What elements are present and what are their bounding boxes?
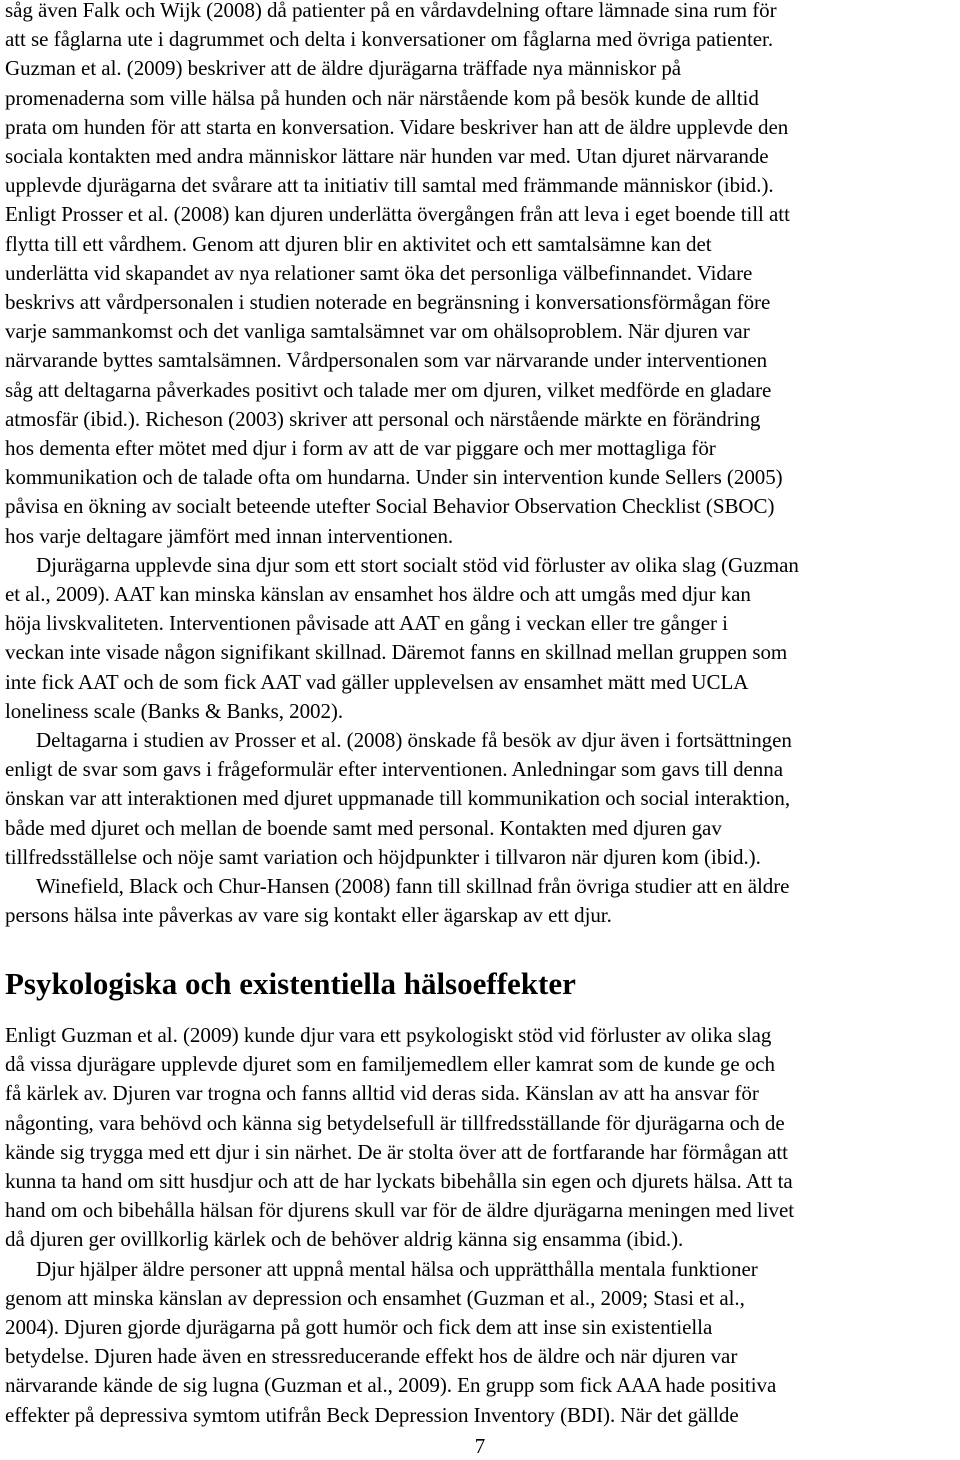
text-line: höja livskvaliteten. Interventionen påvisade att AAT en gång i veckan eller tre gånger i — [5, 611, 728, 636]
text-line: upplevde djurägarna det svårare att ta initiativ till samtal med främmande människor (ibid.). — [5, 173, 774, 198]
text-line: 2004). Djuren gjorde djurägarna på gott humör och fick dem att inse sin existentiella — [5, 1315, 713, 1340]
text-line: Enligt Guzman et al. (2009) kunde djur vara ett psykologiskt stöd vid förluster av olika slag — [5, 1023, 772, 1047]
text-line: Djurägarna upplevde sina djur som ett stort socialt stöd vid förluster av olika slag (Guzman — [36, 552, 799, 577]
text-line: tillfredsställelse och nöje samt variation och höjdpunkter i tillvaron när djuren kom (ibid.). — [5, 844, 761, 869]
text-line: inte fick AAT och de som fick AAT vad gäller upplevelsen av ensamhet mätt med UCLA — [5, 669, 749, 694]
text-line: då djuren ger ovillkorlig kärlek och de behöver aldrig känna sig ensamma (ibid.). — [5, 1227, 684, 1252]
page-number: 7 — [474, 1434, 486, 1458]
text-line: Guzman et al. (2009) beskriver att de äldre djurägarna träffade nya människor på — [5, 56, 682, 81]
text-line: närvarande kände de sig lugna (Guzman et al., 2009). En grupp som fick AAA hade positiva — [5, 1373, 777, 1398]
text-line: enligt de svar som gavs i frågeformulär efter interventionen. Anledningar som gavs till denna — [5, 757, 783, 782]
text-line: prata om hunden för att starta en konversation. Vidare beskriver han att de äldre upplevde den — [5, 114, 789, 139]
text-line: persons hälsa inte påverkas av vare sig kontakt eller ägarskap av ett djur. — [5, 903, 612, 928]
text-line: effekter på depressiva symtom utifrån Beck Depression Inventory (BDI). När det gällde — [5, 1402, 739, 1427]
text-line: loneliness scale (Banks & Banks, 2002). — [5, 698, 344, 723]
text-line: veckan inte visade någon signifikant skillnad. Däremot fanns en skillnad mellan gruppen som — [5, 640, 788, 665]
text-line: genom att minska känslan av depression och ensamhet (Guzman et al., 2009; Stasi et al., — [5, 1285, 745, 1310]
text-line: Djur hjälper äldre personer att uppnå mental hälsa och upprätthålla mentala funktioner — [36, 1256, 758, 1281]
text-line: et al., 2009). AAT kan minska känslan av ensamhet hos äldre och att umgås med djur kan — [5, 582, 751, 607]
text-line: sociala kontakten med andra människor lättare när hunden var med. Utan djuret närvarande — [5, 144, 769, 169]
text-line: Deltagarna i studien av Prosser et al. (2008) önskade få besök av djur även i fortsättningen — [36, 728, 792, 753]
text-line: både med djuret och mellan de boende samt med personal. Kontakten med djuren gav — [5, 815, 722, 840]
text-line: promenaderna som ville hälsa på hunden och när närstående kom på besök kunde de alltid — [5, 85, 759, 110]
text-line: Winefield, Black och Chur-Hansen (2008) fann till skillnad från övriga studier att en äldre — [36, 874, 790, 899]
body-text-section-2 — [5, 1021, 794, 1430]
text-line: hos dementa efter mötet med djur i form av att de var piggare och mer mottagliga för — [5, 436, 716, 461]
text-line: kommunikation och de talade ofta om hundarna. Under sin intervention kunde Sellers (2005) — [5, 465, 783, 490]
body-text-section-1 — [5, 0, 799, 931]
text-line: underlätta vid skapandet av nya relationer samt öka det personliga välbefinnandet. Vidare — [5, 260, 753, 285]
text-line: kunna ta hand om sitt husdjur och att de har lyckats bibehålla sin egen och djurets hälsa. Att ta — [5, 1169, 793, 1194]
text-line: då vissa djurägare upplevde djuret som en familjemedlem eller kamrat som de kunde ge och — [5, 1052, 776, 1077]
text-line: hos varje deltagare jämfört med innan interventionen. — [5, 523, 454, 548]
text-line: någonting, vara behövd och känna sig betydelsefull är tillfredsställande för djurägarna och de — [5, 1110, 785, 1135]
text-line: atmosfär (ibid.). Richeson (2003) skriver att personal och närstående märkte en förändring — [5, 406, 761, 431]
text-line: kände sig trygga med ett djur i sin närhet. De är stolta över att de fortfarande har förmågan att — [5, 1139, 788, 1164]
text-line: hand om och bibehålla hälsan för djurens skull var för de äldre djurägarna meningen med livet — [5, 1198, 795, 1223]
text-line: beskrivs att vårdpersonalen i studien noterade en begränsning i konversationsförmågan före — [5, 290, 771, 315]
text-line: närvarande byttes samtalsämnen. Vårdpersonalen som var närvarande under interventionen — [5, 348, 768, 373]
text-line: att se fåglarna ute i dagrummet och delta i konversationer om fåglarna med övriga patienter. — [5, 27, 774, 52]
text-line: få kärlek av. Djuren var trogna och fanns alltid vid deras sida. Känslan av att ha ansvar för — [5, 1081, 759, 1106]
text-line: Enligt Prosser et al. (2008) kan djuren underlätta övergången från att leva i eget boende till att — [5, 202, 790, 227]
text-line: påvisa en ökning av socialt beteende utefter Social Behavior Observation Checklist (SBOC) — [5, 494, 775, 519]
section-heading: Psykologiska och existentiella hälsoeffekter — [5, 966, 576, 1001]
text-line: flytta till ett vårdhem. Genom att djuren blir en aktivitet och ett samtalsämne kan det — [5, 231, 712, 256]
text-line: såg även Falk och Wijk (2008) då patienter på en vårdavdelning oftare lämnade sina rum för — [5, 0, 777, 22]
text-line: betydelse. Djuren hade även en stressreducerande effekt hos de äldre och när djuren var — [5, 1344, 738, 1369]
text-line: önskan var att interaktionen med djuret uppmanade till kommunikation och social interaktion, — [5, 786, 791, 811]
text-line: såg att deltagarna påverkades positivt och talade mer om djuren, vilket medförde en gladare — [5, 377, 772, 402]
text-line: varje sammankomst och det vanliga samtalsämnet var om ohälsoproblem. När djuren var — [5, 319, 750, 344]
